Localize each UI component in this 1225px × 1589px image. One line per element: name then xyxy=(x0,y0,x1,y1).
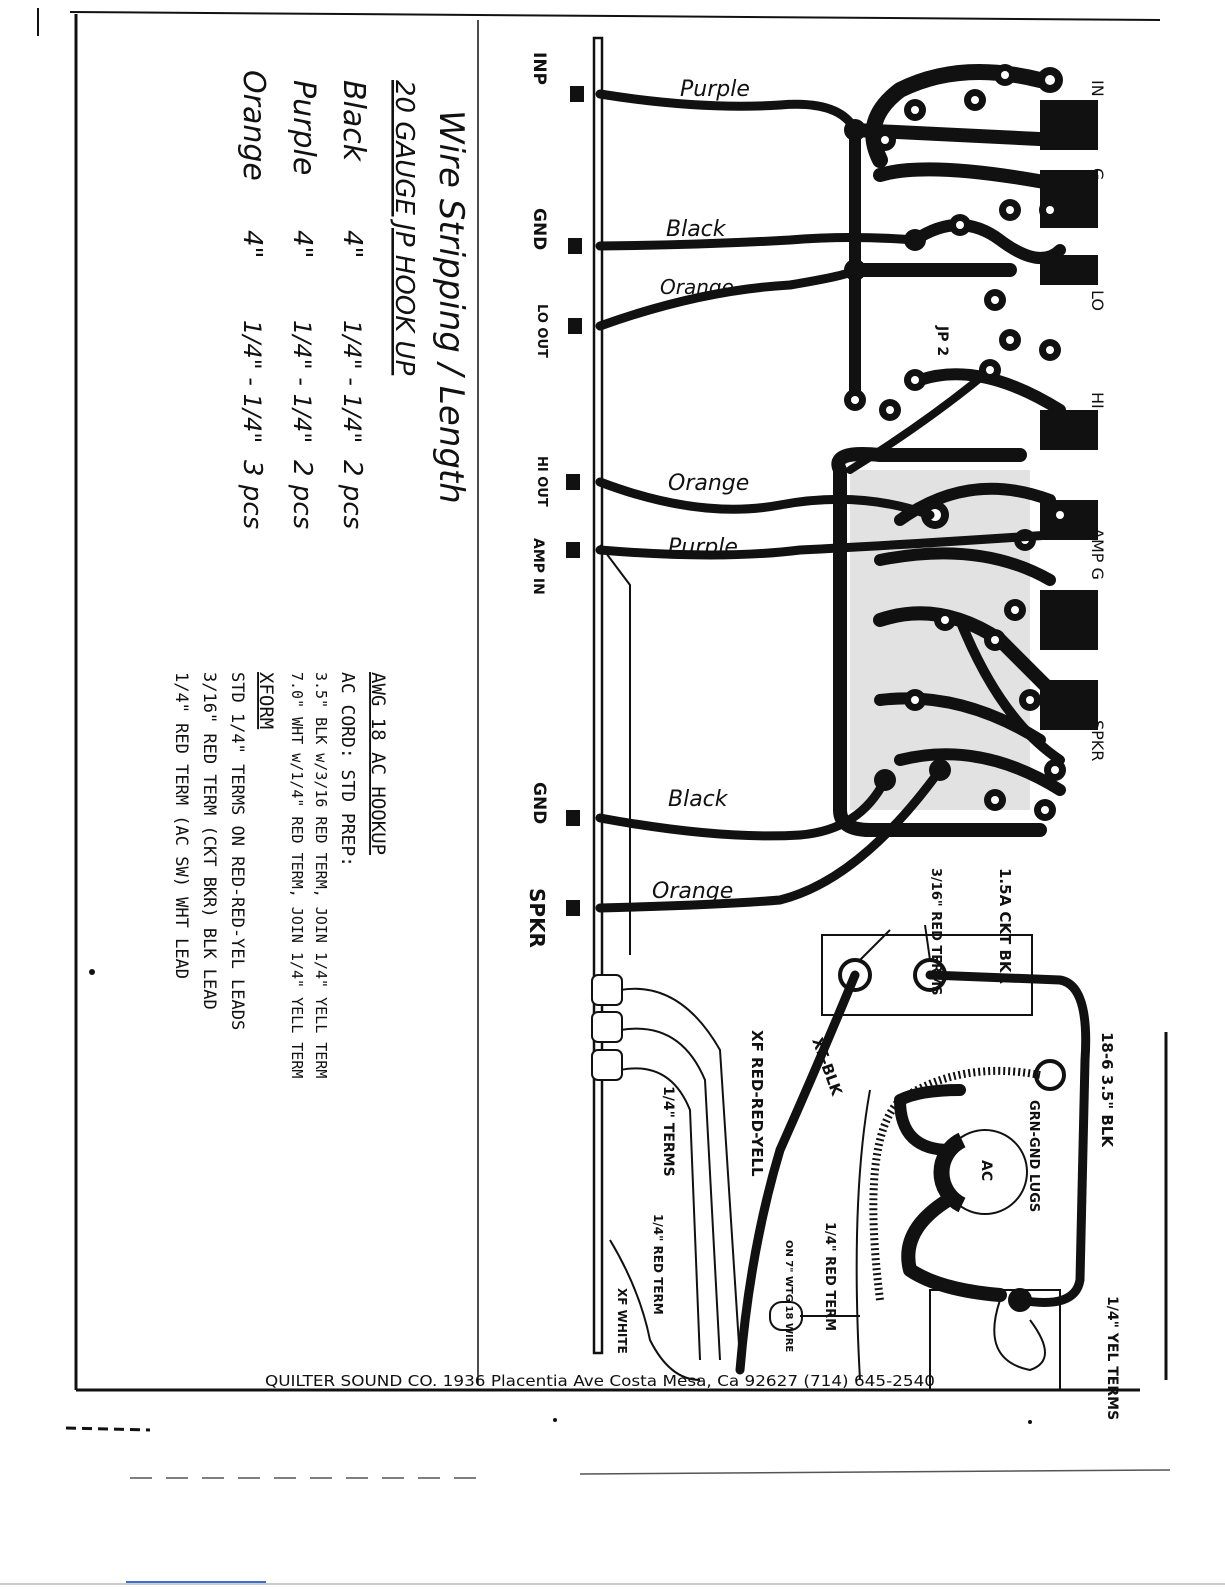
board-label-in: IN xyxy=(1088,80,1107,97)
jack-label-lo-out: LO OUT xyxy=(534,304,549,358)
board-label-lo: LO xyxy=(1088,290,1107,311)
xform-title: XFORM xyxy=(255,672,277,730)
ac-label-yel-terms: 1/4" YEL TERMS xyxy=(1104,1296,1120,1421)
scan-dot xyxy=(89,969,95,975)
wire-label-purple-1: Purple xyxy=(680,77,750,102)
wire-row-length: 4" xyxy=(337,230,367,259)
scan-dot-2 xyxy=(553,1418,557,1422)
wire-label-orange-1: Orange xyxy=(660,275,734,299)
footer-company: QUILTER SOUND CO. 1936 Placentia Ave Costa Mesa, Ca 92627 (714) 645-2540 xyxy=(265,1372,935,1390)
ac-label-red-term-2: 1/4" RED TERM xyxy=(651,1214,665,1315)
wire-label-orange-3: Orange xyxy=(652,879,734,904)
pcb-board xyxy=(838,64,1098,830)
wire-row-purple xyxy=(286,80,321,529)
ac-label-xf-white: XF WHITE xyxy=(615,1288,629,1354)
xform-line-2: 3/16" RED TERM (CKT BKR) BLK LEAD xyxy=(199,672,219,1010)
wire-stripping-title: Wire Stripping / Length xyxy=(431,110,471,504)
wire-row-black xyxy=(336,80,371,529)
wire-row-length: 4" xyxy=(287,230,317,259)
ac-label-breaker-term: 3/16" RED TERMS xyxy=(928,868,943,996)
jack-label-amp-in: AMP IN xyxy=(530,538,546,595)
board-label-g: G xyxy=(1088,168,1107,181)
wire-label-purple-2: Purple xyxy=(668,535,738,560)
ac-label-blk-lead: 18-6 3.5" BLK xyxy=(1098,1032,1116,1147)
wire-label-black-2: Black xyxy=(668,787,728,812)
ac-label-gnd-lugs: GRN-GND LUGS xyxy=(1026,1100,1041,1213)
wire-row-color: Black xyxy=(336,80,371,162)
wire-row-strip: 1/4" - 1/4" xyxy=(338,320,366,444)
board-label-amp-g: AMP G xyxy=(1088,528,1107,580)
awg-line-2: 3.5" BLK w/3/16 RED TERM, JOIN 1/4" YELL TERM xyxy=(312,672,330,1079)
ac-label-quarter-terms: 1/4" TERMS xyxy=(660,1086,676,1177)
jack-label-gnd-1: GND xyxy=(529,208,549,251)
awg-line-1: AC CORD: STD PREP: xyxy=(337,672,358,868)
wire-label-orange-2: Orange xyxy=(668,471,750,496)
ac-label-wtg: ON 7" WTG 18 WIRE xyxy=(783,1240,794,1353)
ac-label-breaker: 1.5A CKT BKR xyxy=(996,868,1014,985)
wire-row-strip: 1/4" - 1/4" xyxy=(238,320,266,444)
wire-stripping-notes xyxy=(236,70,471,529)
terminal-strip xyxy=(594,38,602,1353)
jack-tabs xyxy=(566,86,584,916)
wire-row-qty: 2 pcs xyxy=(337,460,367,530)
top-border xyxy=(70,12,1160,20)
ac-label-xf-ryy: XF RED-RED-YELL xyxy=(748,1030,766,1177)
jack-label-hi-out: HI OUT xyxy=(534,456,549,507)
scan-dot-3 xyxy=(1028,1420,1032,1424)
ac-label-red-term: 1/4" RED TERM xyxy=(822,1222,837,1332)
wire-row-qty: 2 pcs xyxy=(287,460,317,530)
ac-label-xf-blk: XF-BLK xyxy=(808,1035,846,1098)
wire-row-length: 4" xyxy=(237,230,267,259)
awg-title: AWG 18 AC HOOKUP xyxy=(367,672,389,856)
xform-line-3: 1/4" RED TERM (AC SW) WHT LEAD xyxy=(171,672,191,980)
ac-label-ac: AC xyxy=(978,1160,994,1182)
wire-row-color: Purple xyxy=(286,80,321,176)
board-label-hi: HI xyxy=(1088,392,1107,409)
wire-row-qty: 3 pcs xyxy=(237,460,267,530)
awg-notes xyxy=(171,672,389,1078)
scan-noise-mark xyxy=(66,1428,150,1430)
awg-line-3: 7.0" WHT w/1/4" RED TERM, JOIN 1/4" YELL TERM xyxy=(288,672,306,1079)
wire-row-color: Orange xyxy=(236,70,271,181)
board-label-spkr: SPKR xyxy=(1088,720,1107,762)
jack-label-spkr: SPKR xyxy=(525,888,549,948)
scan-noise-line-2 xyxy=(580,1470,1170,1474)
wire-label-black-1: Black xyxy=(666,217,726,242)
wire-stripping-subtitle: 20 GAUGE JP HOOK UP xyxy=(389,80,419,376)
xform-line-1: STD 1/4" TERMS ON RED-RED-YEL LEADS xyxy=(227,672,247,1031)
wire-row-strip: 1/4" - 1/4" xyxy=(288,320,316,444)
wire-row-orange xyxy=(236,70,271,529)
board-label-jp2: JP 2 xyxy=(934,326,950,357)
jack-label-gnd-2: GND xyxy=(529,782,549,825)
jack-label-inp: INP xyxy=(529,52,549,86)
